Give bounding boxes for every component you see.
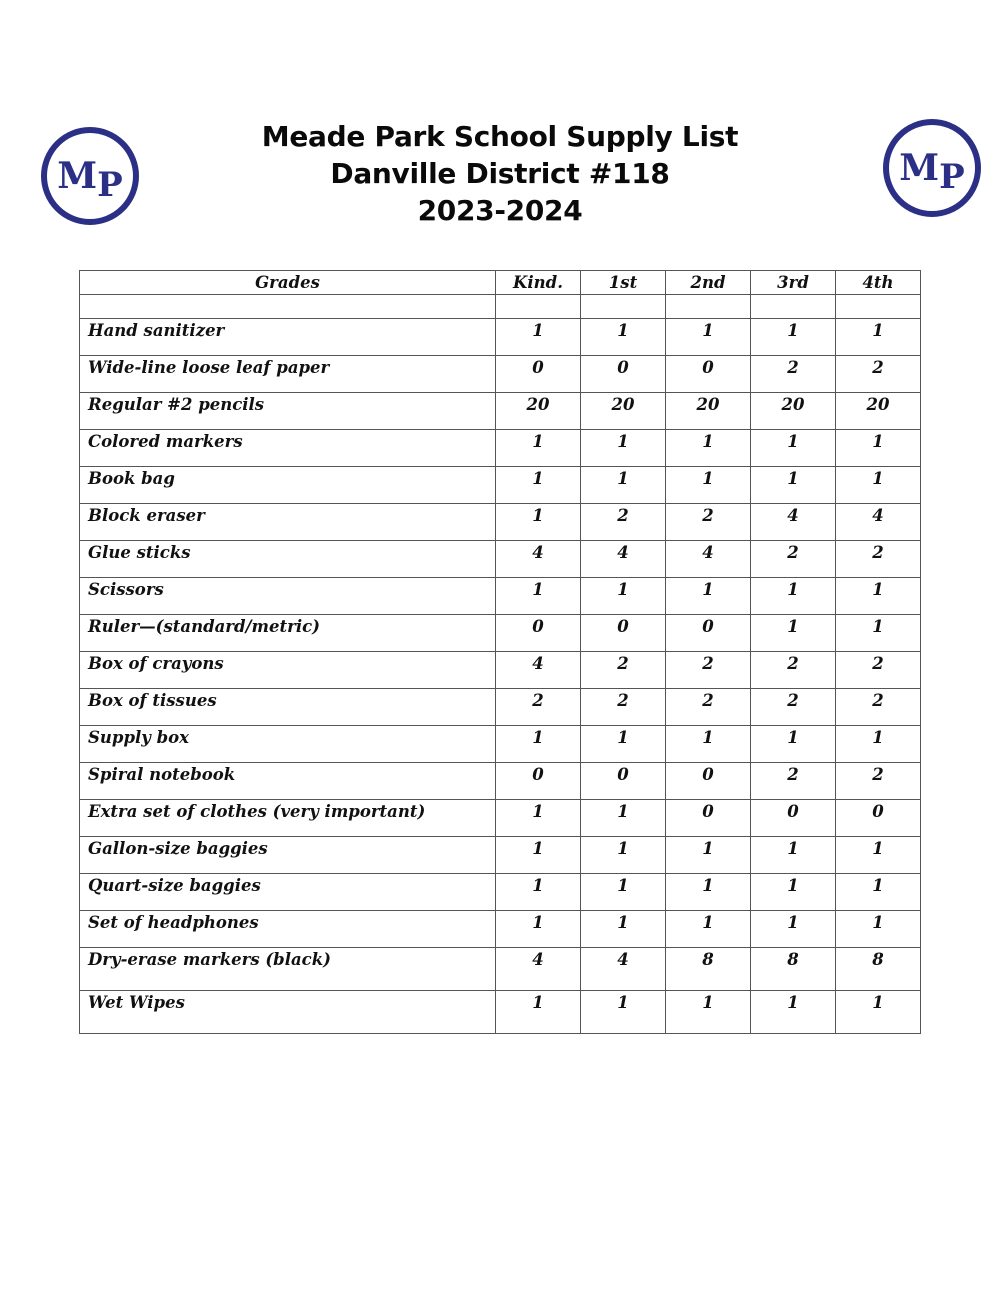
school-logo-left <box>40 126 140 226</box>
supply-item-name: Scissors <box>80 578 496 615</box>
quantity-cell: 2 <box>581 689 666 726</box>
quantity-cell: 1 <box>751 874 836 911</box>
quantity-cell: 0 <box>496 763 581 800</box>
table-row <box>80 763 921 800</box>
quantity-cell: 1 <box>496 991 581 1034</box>
table-row <box>80 504 921 541</box>
table-row <box>80 837 921 874</box>
quantity-cell: 0 <box>581 763 666 800</box>
quantity-cell: 1 <box>581 467 666 504</box>
quantity-cell: 1 <box>751 430 836 467</box>
quantity-cell: 1 <box>581 837 666 874</box>
quantity-cell: 2 <box>751 763 836 800</box>
quantity-cell: 4 <box>496 948 581 991</box>
quantity-cell: 0 <box>496 356 581 393</box>
supply-item-name: Box of tissues <box>80 689 496 726</box>
quantity-cell: 1 <box>581 911 666 948</box>
quantity-cell: 1 <box>836 911 921 948</box>
supply-item-name: Wet Wipes <box>80 991 496 1034</box>
quantity-cell: 1 <box>581 430 666 467</box>
table-row <box>80 991 921 1034</box>
supply-item-name: Quart-size baggies <box>80 874 496 911</box>
supply-item-name: Spiral notebook <box>80 763 496 800</box>
quantity-cell: 1 <box>836 430 921 467</box>
quantity-cell: 1 <box>751 837 836 874</box>
quantity-cell: 20 <box>666 393 751 430</box>
quantity-cell: 1 <box>836 467 921 504</box>
quantity-cell: 20 <box>496 393 581 430</box>
quantity-cell: 1 <box>751 615 836 652</box>
table-row <box>80 911 921 948</box>
table-row <box>80 578 921 615</box>
header-grades: Grades <box>80 271 496 295</box>
supply-item-name: Box of crayons <box>80 652 496 689</box>
table-row <box>80 467 921 504</box>
title-school-line: Meade Park School Supply List <box>261 120 739 153</box>
supply-item-name: Set of headphones <box>80 911 496 948</box>
supply-item-name: Supply box <box>80 726 496 763</box>
quantity-cell: 1 <box>666 837 751 874</box>
header-1st: 1st <box>581 271 666 295</box>
quantity-cell: 4 <box>581 541 666 578</box>
supply-item-name: Block eraser <box>80 504 496 541</box>
quantity-cell: 20 <box>836 393 921 430</box>
quantity-cell: 0 <box>581 615 666 652</box>
quantity-cell: 8 <box>751 948 836 991</box>
quantity-cell: 1 <box>836 874 921 911</box>
quantity-cell: 1 <box>496 911 581 948</box>
quantity-cell: 4 <box>581 948 666 991</box>
quantity-cell: 1 <box>751 578 836 615</box>
quantity-cell: 1 <box>496 467 581 504</box>
supply-item-name: Regular #2 pencils <box>80 393 496 430</box>
table-row <box>80 319 921 356</box>
quantity-cell: 1 <box>751 319 836 356</box>
mp-logo-icon <box>40 126 140 226</box>
table-row <box>80 615 921 652</box>
quantity-cell: 2 <box>751 541 836 578</box>
table-row <box>80 874 921 911</box>
quantity-cell: 2 <box>836 689 921 726</box>
quantity-cell: 2 <box>666 652 751 689</box>
table-row <box>80 393 921 430</box>
header-kind: Kind. <box>496 271 581 295</box>
svg-text:MP: MP <box>899 147 965 197</box>
quantity-cell: 20 <box>751 393 836 430</box>
quantity-cell: 4 <box>751 504 836 541</box>
document-title <box>200 118 800 229</box>
quantity-cell: 1 <box>666 874 751 911</box>
quantity-cell: 2 <box>751 356 836 393</box>
quantity-cell: 1 <box>836 726 921 763</box>
svg-text:MP: MP <box>57 155 123 205</box>
quantity-cell: 1 <box>496 319 581 356</box>
quantity-cell: 1 <box>836 615 921 652</box>
table-row <box>80 948 921 991</box>
quantity-cell: 1 <box>836 991 921 1034</box>
quantity-cell: 1 <box>496 578 581 615</box>
quantity-cell: 1 <box>836 578 921 615</box>
header-4th: 4th <box>836 271 921 295</box>
quantity-cell: 1 <box>666 430 751 467</box>
quantity-cell: 0 <box>666 763 751 800</box>
quantity-cell: 1 <box>836 319 921 356</box>
quantity-cell: 0 <box>666 615 751 652</box>
table-row <box>80 689 921 726</box>
supply-table <box>79 270 921 1034</box>
quantity-cell: 1 <box>666 578 751 615</box>
quantity-cell: 2 <box>496 689 581 726</box>
supply-item-name: Book bag <box>80 467 496 504</box>
quantity-cell: 2 <box>666 689 751 726</box>
quantity-cell: 1 <box>751 911 836 948</box>
quantity-cell: 2 <box>751 652 836 689</box>
quantity-cell: 1 <box>581 726 666 763</box>
quantity-cell: 1 <box>751 467 836 504</box>
title-district-line: Danville District #118 <box>330 157 670 190</box>
quantity-cell: 2 <box>581 504 666 541</box>
quantity-cell: 0 <box>751 800 836 837</box>
quantity-cell: 1 <box>496 430 581 467</box>
supply-item-name: Colored markers <box>80 430 496 467</box>
table-row <box>80 356 921 393</box>
table-header-row <box>80 271 921 295</box>
table-row <box>80 541 921 578</box>
quantity-cell: 1 <box>496 837 581 874</box>
quantity-cell: 1 <box>581 578 666 615</box>
quantity-cell: 1 <box>581 991 666 1034</box>
supply-item-name: Dry-erase markers (black) <box>80 948 496 991</box>
supply-item-name: Glue sticks <box>80 541 496 578</box>
quantity-cell: 8 <box>666 948 751 991</box>
quantity-cell: 2 <box>836 652 921 689</box>
quantity-cell: 0 <box>666 356 751 393</box>
quantity-cell: 2 <box>836 763 921 800</box>
quantity-cell: 4 <box>666 541 751 578</box>
quantity-cell: 0 <box>666 800 751 837</box>
quantity-cell: 8 <box>836 948 921 991</box>
table-row <box>80 726 921 763</box>
quantity-cell: 4 <box>496 652 581 689</box>
table-row <box>80 800 921 837</box>
quantity-cell: 1 <box>496 800 581 837</box>
mp-logo-icon <box>882 118 982 218</box>
quantity-cell: 0 <box>581 356 666 393</box>
title-year-line: 2023-2024 <box>417 194 583 227</box>
quantity-cell: 1 <box>666 991 751 1034</box>
quantity-cell: 2 <box>581 652 666 689</box>
quantity-cell: 1 <box>581 874 666 911</box>
quantity-cell: 1 <box>666 467 751 504</box>
quantity-cell: 1 <box>666 726 751 763</box>
quantity-cell: 2 <box>751 689 836 726</box>
quantity-cell: 1 <box>496 504 581 541</box>
quantity-cell: 1 <box>751 726 836 763</box>
quantity-cell: 4 <box>836 504 921 541</box>
quantity-cell: 1 <box>751 991 836 1034</box>
quantity-cell: 0 <box>496 615 581 652</box>
school-logo-right <box>882 118 982 218</box>
quantity-cell: 1 <box>581 319 666 356</box>
quantity-cell: 2 <box>836 541 921 578</box>
header-3rd: 3rd <box>751 271 836 295</box>
quantity-cell: 1 <box>836 837 921 874</box>
quantity-cell: 1 <box>581 800 666 837</box>
quantity-cell: 0 <box>836 800 921 837</box>
quantity-cell: 1 <box>496 726 581 763</box>
quantity-cell: 1 <box>496 874 581 911</box>
quantity-cell: 1 <box>666 911 751 948</box>
table-row <box>80 652 921 689</box>
quantity-cell: 1 <box>666 319 751 356</box>
table-row <box>80 430 921 467</box>
supply-item-name: Gallon-size baggies <box>80 837 496 874</box>
quantity-cell: 20 <box>581 393 666 430</box>
supply-item-name: Ruler—(standard/metric) <box>80 615 496 652</box>
supply-item-name: Extra set of clothes (very important) <box>80 800 496 837</box>
quantity-cell: 2 <box>836 356 921 393</box>
blank-row <box>80 295 921 319</box>
supply-item-name: Hand sanitizer <box>80 319 496 356</box>
supply-item-name: Wide-line loose leaf paper <box>80 356 496 393</box>
quantity-cell: 2 <box>666 504 751 541</box>
header-2nd: 2nd <box>666 271 751 295</box>
quantity-cell: 4 <box>496 541 581 578</box>
